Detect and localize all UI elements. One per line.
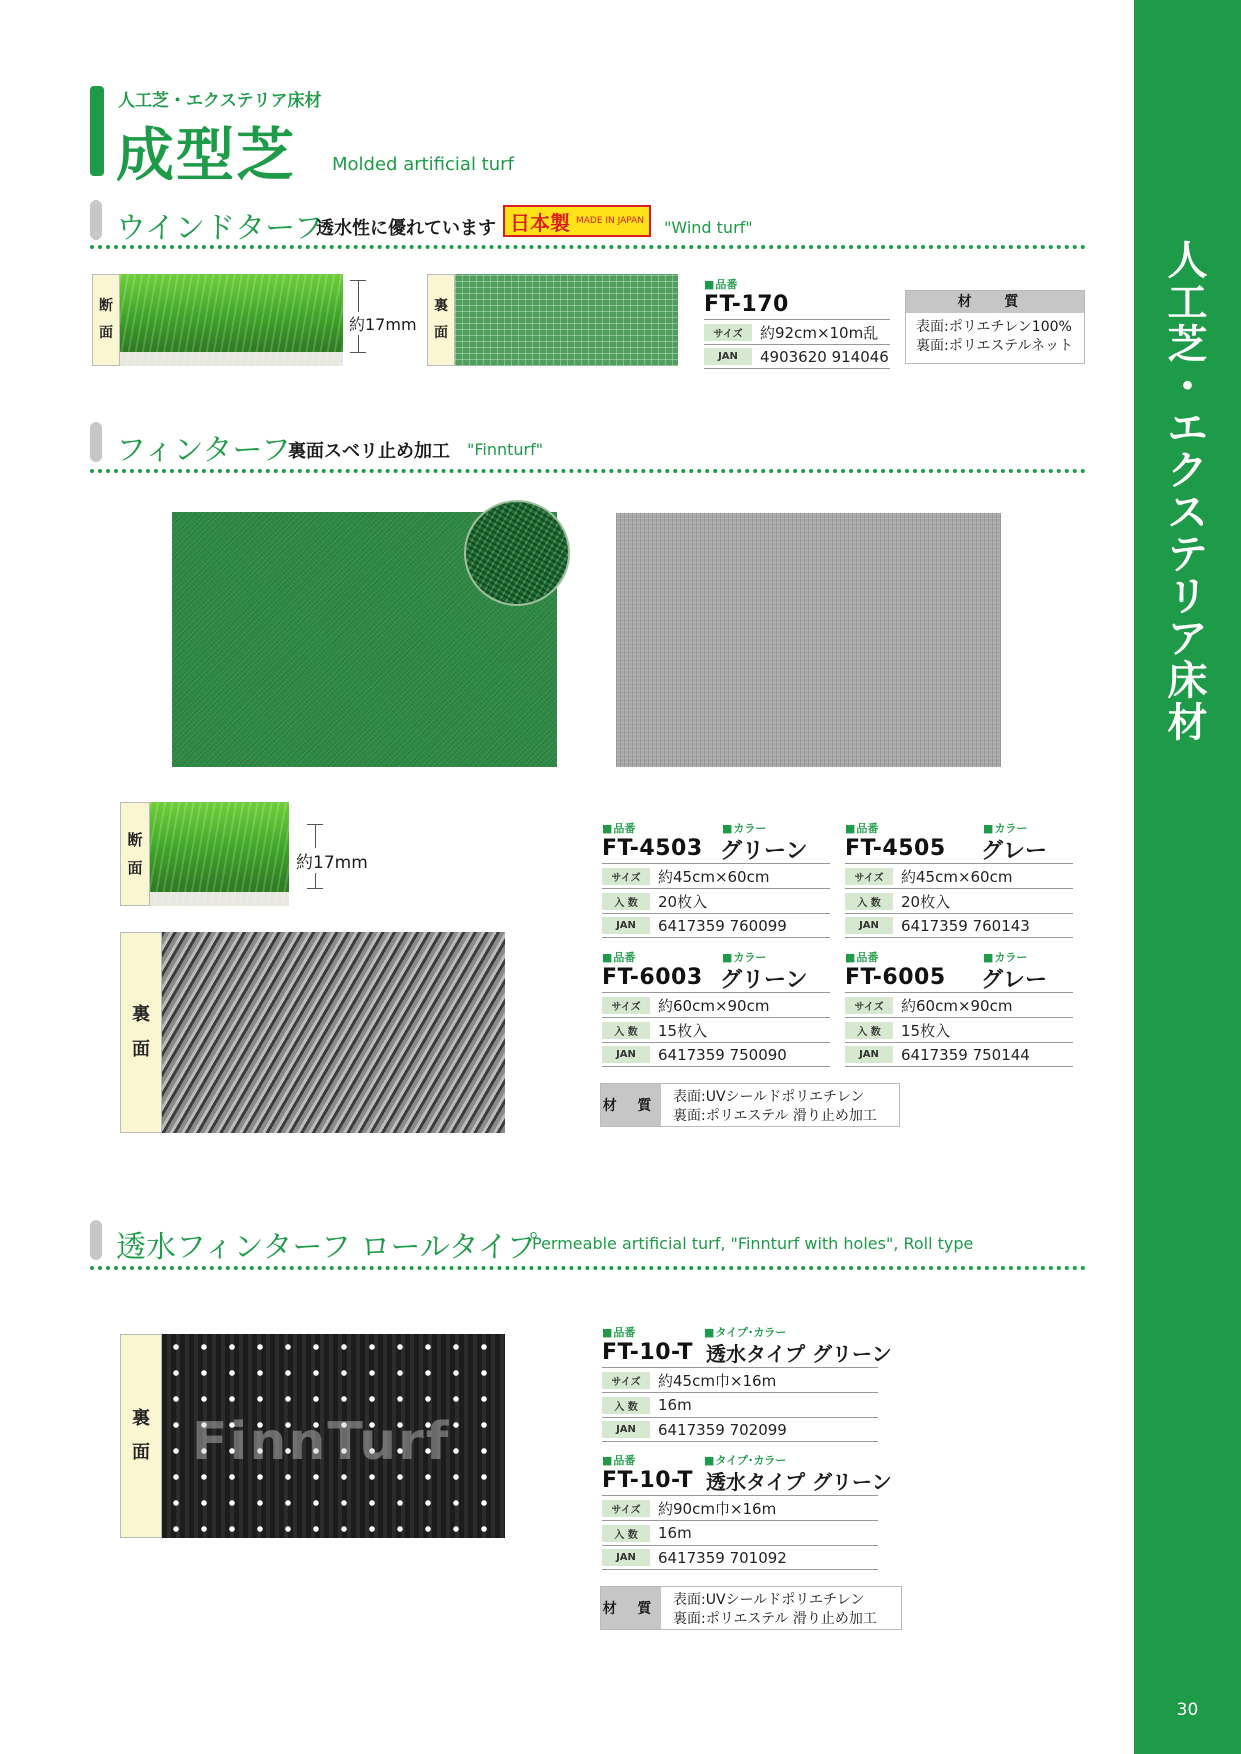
jan-row: JAN 6417359 750144 — [845, 1042, 1073, 1067]
finnturf-zoom-detail — [464, 500, 570, 606]
size-row: サイズ 約45cm×60cm — [845, 863, 1073, 888]
spec-ft-10-t-90 — [602, 1452, 892, 1570]
side-title-char: 人 — [1167, 238, 1208, 284]
material-line: 表面:UVシールドポリエチレン — [673, 1089, 865, 1105]
material-line: 裏面:ポリエステルネット — [916, 338, 1074, 354]
height-dimension: 約17mm — [347, 312, 419, 335]
product-code: FT-10-T — [602, 1468, 693, 1493]
section-bar-finnturf — [90, 422, 102, 462]
dimension-tick — [307, 888, 323, 889]
back-side-label: 裏 面 — [120, 1334, 162, 1538]
size-row: サイズ 約92cm×10m乱 — [704, 319, 890, 344]
wind-turf-back-image — [455, 274, 678, 366]
jan-row: JAN 6417359 750090 — [602, 1042, 830, 1067]
back-side-label: 裏 面 — [120, 932, 162, 1133]
product-code: FT-10-T — [602, 1340, 693, 1365]
part-no-label: ■ 品番 — [602, 949, 830, 965]
spec-ft-170 — [704, 276, 890, 369]
side-title-char: ス — [1167, 490, 1208, 536]
side-title-char: 床 — [1167, 658, 1208, 704]
side-title-char: ・ — [1167, 364, 1208, 410]
permeable-material-box — [600, 1586, 902, 1630]
material-heading: 材 質 — [601, 1084, 661, 1126]
size-row: サイズ 約90cm巾×16m — [602, 1495, 878, 1520]
part-no-label: ■ 品番 — [602, 820, 830, 836]
side-title-char: 芝 — [1167, 322, 1208, 368]
height-dimension: 約17mm — [294, 848, 370, 873]
section-divider — [90, 469, 1086, 473]
finnturf-material-box — [600, 1083, 900, 1127]
spec-ft-6005 — [845, 949, 1073, 1067]
spec-ft-4503 — [602, 820, 830, 938]
product-color: グリーン — [720, 968, 808, 993]
product-code: FT-6005 — [845, 965, 946, 990]
spec-ft-10-t-45 — [602, 1324, 892, 1442]
finnturf-title: フィンターフ — [116, 433, 291, 468]
size-row: サイズ 約45cm巾×16m — [602, 1367, 878, 1392]
page-number: 30 — [1176, 1700, 1199, 1720]
side-title-char: 工 — [1167, 280, 1208, 326]
part-no-label: ■ 品番 — [845, 949, 1073, 965]
type-color-label: ■ タイプ･カラー — [704, 1324, 786, 1340]
quantity-row: 入 数 15枚入 — [602, 1017, 830, 1042]
cross-section-label: 断 面 — [92, 274, 120, 366]
product-color: グリーン — [720, 839, 808, 864]
product-code: FT-4503 — [602, 836, 703, 861]
side-category-strip — [1134, 0, 1241, 1754]
material-line: 裏面:ポリエステル 滑り止め加工 — [673, 1108, 877, 1124]
wind-turf-material-box — [905, 290, 1085, 364]
side-title-char: 材 — [1167, 700, 1208, 746]
wind-turf-cross-section-image — [120, 274, 343, 366]
section-divider — [90, 1266, 1086, 1270]
material-heading: 材 質 — [601, 1587, 661, 1629]
spec-ft-6003 — [602, 949, 830, 1067]
size-row: サイズ 約60cm×90cm — [845, 992, 1073, 1017]
quantity-row: 入 数 20枚入 — [602, 888, 830, 913]
header-accent-bar — [90, 86, 104, 176]
section-divider — [90, 245, 1086, 249]
side-title-char: リ — [1167, 574, 1208, 620]
product-type-color: 透水タイプ グリーン — [706, 1470, 892, 1494]
wind-turf-title-en: "Wind turf" — [664, 218, 753, 237]
cross-section-label: 断 面 — [120, 802, 150, 906]
finnturf-title-en: "Finnturf" — [467, 440, 544, 459]
product-code: FT-6003 — [602, 965, 703, 990]
color-label: ■ カラー — [983, 949, 1027, 965]
image-watermark: FinnTurf — [192, 1412, 451, 1472]
jan-row: JAN 4903620 914046 — [704, 344, 890, 369]
part-no-label: ■ 品番 — [602, 1324, 878, 1340]
jan-row: JAN 6417359 702099 — [602, 1417, 878, 1442]
product-color: グレー — [981, 839, 1048, 864]
jan-row: JAN 6417359 760143 — [845, 913, 1073, 938]
part-no-label: ■ 品番 — [704, 276, 890, 292]
product-code: FT-4505 — [845, 836, 946, 861]
header-category: 人工芝・エクステリア床材 — [118, 91, 322, 111]
finnturf-tagline: 裏面スベリ止め加工 — [288, 441, 450, 462]
wind-turf-title: ウインドターフ — [116, 211, 324, 246]
jan-row: JAN 6417359 701092 — [602, 1545, 878, 1570]
material-line: 裏面:ポリエステル 滑り止め加工 — [673, 1611, 877, 1627]
product-color: グレー — [981, 968, 1048, 993]
part-no-label: ■ 品番 — [845, 820, 1073, 836]
quantity-row: 入 数 16m — [602, 1520, 878, 1545]
made-in-japan-badge-main: 日本製 — [510, 210, 570, 235]
side-title-char: エ — [1167, 406, 1208, 452]
material-line: 表面:UVシールドポリエチレン — [673, 1592, 865, 1608]
jan-row: JAN 6417359 760099 — [602, 913, 830, 938]
back-side-label: 裏 面 — [427, 274, 455, 366]
dimension-tick — [307, 824, 323, 825]
type-color-label: ■ タイプ･カラー — [704, 1452, 786, 1468]
made-in-japan-badge-sub: MADE IN JAPAN — [576, 216, 645, 226]
side-title-char: ア — [1167, 616, 1208, 662]
quantity-row: 入 数 16m — [602, 1392, 878, 1417]
permeable-title: 透水フィンターフ ロールタイプ — [116, 1230, 538, 1265]
product-type-color: 透水タイプ グリーン — [706, 1342, 892, 1366]
page-title-en: Molded artificial turf — [332, 154, 514, 175]
side-title-char: ク — [1167, 448, 1208, 494]
finnturf-back-image — [162, 932, 505, 1133]
color-label: ■ カラー — [722, 949, 766, 965]
color-label: ■ カラー — [722, 820, 766, 836]
size-row: サイズ 約60cm×90cm — [602, 992, 830, 1017]
section-bar-wind-turf — [90, 200, 102, 240]
dimension-tick — [350, 280, 366, 281]
material-heading: 材 質 — [906, 291, 1084, 313]
color-label: ■ カラー — [983, 820, 1027, 836]
dimension-tick — [350, 352, 366, 353]
wind-turf-tagline: 透水性に優れています — [316, 218, 496, 239]
side-category-title — [1134, 240, 1241, 744]
page-title: 成型芝 — [116, 121, 297, 189]
permeable-title-en: Permeable artificial turf, "Finnturf with holes", Roll type — [532, 1234, 974, 1253]
made-in-japan-badge — [503, 205, 651, 237]
product-code: FT-170 — [704, 292, 789, 317]
part-no-label: ■ 品番 — [602, 1452, 878, 1468]
permeable-back-image — [162, 1334, 505, 1538]
quantity-row: 入 数 20枚入 — [845, 888, 1073, 913]
spec-ft-4505 — [845, 820, 1073, 938]
side-title-char: テ — [1167, 532, 1208, 578]
material-line: 表面:ポリエチレン100% — [916, 319, 1072, 335]
finnturf-gray-image — [616, 513, 1001, 767]
size-row: サイズ 約45cm×60cm — [602, 863, 830, 888]
quantity-row: 入 数 15枚入 — [845, 1017, 1073, 1042]
finnturf-cross-section-image — [150, 802, 289, 906]
section-bar-permeable — [90, 1220, 102, 1260]
